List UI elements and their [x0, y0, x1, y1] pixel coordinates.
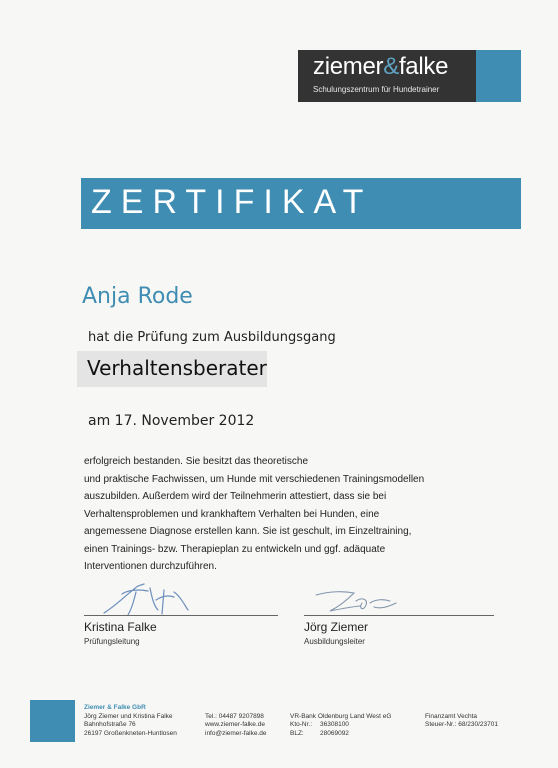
- footer-street: Bahnhofstraße 76: [84, 721, 136, 728]
- signature-line: [304, 615, 494, 616]
- signer-name: Jörg Ziemer: [304, 620, 369, 634]
- signature-falke: [92, 580, 202, 620]
- footer-website: www.ziemer-falke.de: [205, 721, 265, 728]
- logo-ampersand: &: [383, 53, 399, 80]
- footer-tax-office: Finanzamt Vechta: [425, 712, 478, 720]
- footer-bank-name: VR-Bank Oldenburg Land West eG: [290, 712, 392, 720]
- logo-name-part1: ziemer: [313, 53, 384, 80]
- body-line: erfolgreich bestanden. Sie besitzt das theoretische: [84, 456, 309, 467]
- footer-city: 26197 Großenkneten-Huntlosen: [84, 729, 177, 737]
- signature-line: [84, 615, 278, 616]
- body-line: angemessene Diagnose erstellen kann. Sie ist geschult, im Einzeltraining,: [84, 526, 412, 537]
- footer-tax-id: Steuer-Nr.: 68/230/23701: [425, 721, 498, 728]
- body-line: Interventionen durchzuführen.: [84, 561, 217, 572]
- footer-account-row: [290, 721, 391, 730]
- body-line: und praktische Fachwissen, um Hunde mit verschiedenen Trainingsmodellen: [84, 473, 425, 485]
- footer-company: Ziemer & Falke GbR: [84, 704, 146, 711]
- footer-owners: Jörg Ziemer und Kristina Falke: [84, 712, 173, 720]
- footer-tax: [425, 713, 498, 730]
- account-label: Kto-Nr.:: [290, 721, 313, 728]
- footer-address: [84, 704, 177, 738]
- signer-role: Ausbildungsleiter: [304, 637, 365, 646]
- recipient-name: Anja Rode: [82, 284, 193, 309]
- logo-accent-block: [476, 50, 521, 102]
- account-number: 36308100: [320, 721, 349, 728]
- blz-label: BLZ:: [290, 729, 304, 737]
- certificate-body: [84, 453, 484, 576]
- signer-role: Prüfungsleitung: [84, 637, 140, 646]
- footer-accent-block: [30, 700, 75, 742]
- logo-subtitle: Schulungszentrum für Hundetrainer: [313, 85, 440, 94]
- blz-number: 28069092: [320, 729, 349, 737]
- footer-contact: [205, 713, 267, 739]
- title-band: [81, 178, 521, 229]
- body-line: auszubilden. Außerdem wird der Teilnehmerin attestiert, dass sie bei: [84, 491, 387, 502]
- footer-bank: [290, 713, 391, 739]
- body-line: Verhaltensproblemen und krankhaftem Verhalten bei Hunden, eine: [84, 508, 380, 520]
- exam-statement: hat die Prüfung zum Ausbildungsgang: [88, 330, 336, 345]
- course-highlight: [77, 351, 267, 387]
- footer-blz-row: [290, 730, 391, 739]
- certificate-title: ZERTIFIKAT: [91, 183, 373, 221]
- footer-email: info@ziemer-falke.de: [205, 729, 267, 737]
- footer-phone: Tel.: 04487 9207898: [205, 712, 264, 720]
- body-line: einen Trainings- bzw. Therapieplan zu entwickeln und ggf. adäquate: [84, 543, 386, 555]
- logo-wordmark: [313, 53, 448, 81]
- signer-name: Kristina Falke: [84, 620, 157, 634]
- logo-name-part2: falke: [398, 53, 449, 80]
- exam-date: am 17. November 2012: [88, 413, 255, 429]
- course-name: Verhaltensberater: [87, 356, 267, 380]
